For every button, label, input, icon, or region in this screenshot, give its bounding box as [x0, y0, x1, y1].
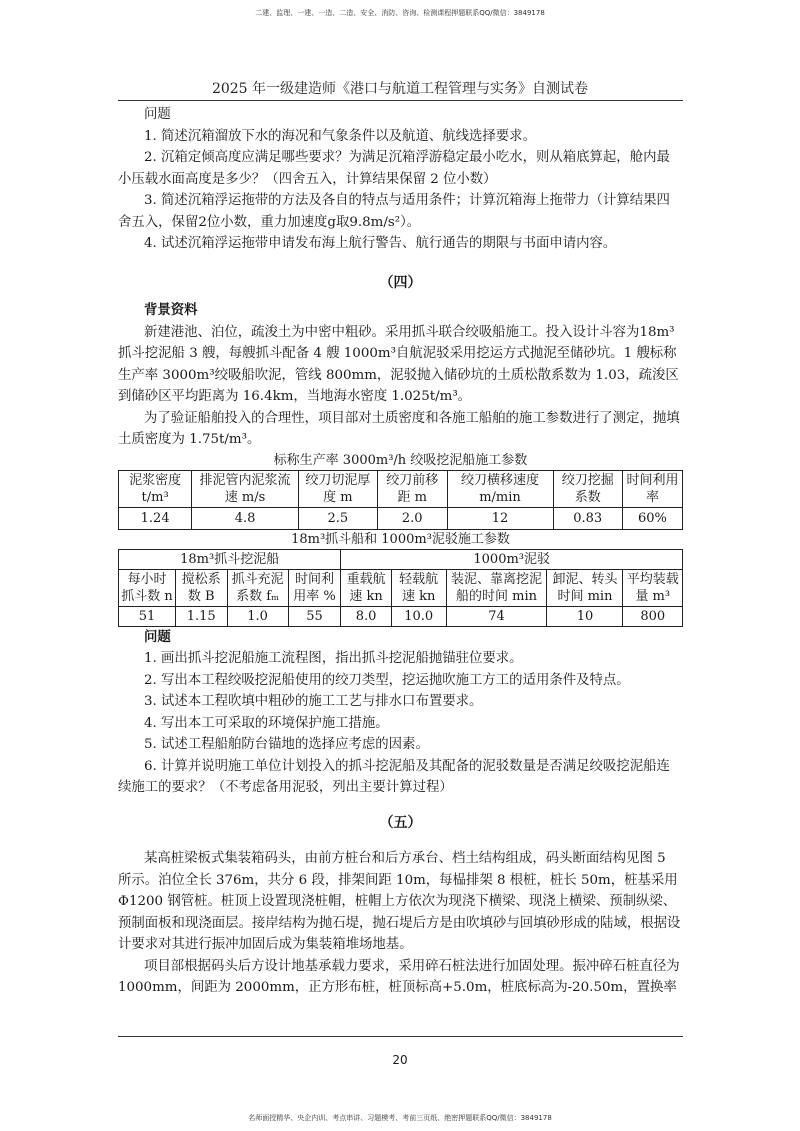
- page-number: 20: [392, 1053, 408, 1067]
- s4-question-1: 1. 画出抓斗挖泥船施工流程图，指出抓斗挖泥船抛锚驻位要求。: [144, 651, 523, 666]
- s5-paragraph-1: 某高桩梁板式集装箱码头，由前方桩台和后方承台、档土结构组成，码头断面结构见图 5 所示。泊位全长 376m，共分 6 段，排架间距 10m，每榀排架 8 根桩，桩长 50m，桩基采用 Φ1200 钢管桩。桩顶上设置现浇桩帽，桩帽上方依次为现浇下横梁、现浇上横梁、预制纵梁、预制面板和现浇面层。接岸结构为抛石堤，抛石堤后方是由吹填砂与回填砂形成的陆域，根据设计要求对其进行振冲加固后成为集装箱堆场地基。: [118, 851, 681, 952]
- table-cell: 55: [288, 606, 341, 626]
- s4-question-4: 4. 写出本工可采取的环境保护施工措施。: [144, 715, 389, 731]
- s4-question-2: 2. 写出本工程绞吸挖泥船使用的绞刀类型，挖运抛吹施工方工的适用条件及特点。: [144, 672, 630, 688]
- table-header-cell: 绞刀挖掘系数: [553, 470, 622, 507]
- table1-caption: 标称生产率 3000m³/h 绞吸挖泥船施工参数: [273, 452, 528, 468]
- table-header-cell: 卸泥、转头时间 min: [547, 569, 623, 606]
- grab-barge-params-table: [118, 549, 683, 627]
- table-header-cell: 平均装载量 m³: [623, 569, 683, 606]
- table-cell: 10.0: [391, 606, 446, 626]
- s3-question-1: 1. 简述沉箱溜放下水的海况和气象条件以及航道、航线选择要求。: [144, 128, 536, 144]
- cutter-suction-params-table: [118, 470, 683, 530]
- s4-question-heading: 问题: [144, 628, 171, 645]
- table-header-cell: 时间利用率: [622, 470, 682, 507]
- table-row: [119, 606, 683, 626]
- table-cell: 4.8: [192, 507, 299, 529]
- page-header-title: 2025 年一级建造师《港口与航道工程管理与实务》自测试卷: [211, 81, 589, 97]
- s4-question-3: 3. 试述本工程吹填中粗砂的施工工艺与排水口布置要求。: [144, 694, 483, 709]
- s4-question-5: 5. 试述工程船舶防台锚地的选择应考虑的因素。: [144, 737, 429, 752]
- s4-question-6: 6. 计算并说明施工单位计划投入的抓斗挖泥船及其配备的泥驳数量是否满足绞吸挖泥船连续施工的要求？（不考虑备用泥驳，列出主要计算过程）: [118, 758, 670, 795]
- table-cell: 60%: [622, 507, 682, 529]
- table-header-cell: 轻载航速 kn: [391, 569, 446, 606]
- table-header-cell: 搅松系数 B: [175, 569, 227, 606]
- table-cell: 10: [547, 606, 623, 626]
- table-cell: 1.15: [175, 606, 227, 626]
- table-cell: 800: [623, 606, 683, 626]
- s3-question-2: 2. 沉箱定倾高度应满足哪些要求？为满足沉箱浮游稳定最小吃水，则从箱底算起，舱内最小压载水面高度是多少？（四舍五入，计算结果保留 2 位小数）: [118, 150, 670, 187]
- table-group-header: 1000m³泥驳: [341, 549, 683, 569]
- table-header-cell: 抓斗充泥系数 fₘ: [227, 569, 288, 606]
- table-cell: 51: [119, 606, 176, 626]
- background-paragraph-2: 为了验证船舶投入的合理性，项目部对土质密度和各施工船舶的施工参数进行了测定，抛填土质密度为 1.75t/m³。: [118, 410, 680, 447]
- table-header-cell: 排泥管内泥浆流速 m/s: [192, 470, 299, 507]
- table-header-cell: 泥浆密度 t/m³: [119, 470, 192, 507]
- table2-caption: 18m³抓斗船和 1000m³泥驳施工参数: [291, 531, 510, 547]
- table-group-header: 18m³抓斗挖泥船: [119, 549, 341, 569]
- table-cell: 2.5: [298, 507, 377, 529]
- table-header-cell: 装泥、靠离挖泥船的时间 min: [446, 569, 547, 606]
- footer-divider: [118, 1036, 683, 1037]
- top-contact-note: 二建、监理、一建、一造、二造、安全、消防、咨询、检测课程押题联系QQ/微信：3849178: [255, 9, 545, 17]
- s3-question-4: 4. 试述沉箱浮运拖带申请发布海上航行警告、航行通告的期限与书面申请内容。: [144, 236, 617, 251]
- table-cell: 74: [446, 606, 547, 626]
- table-header-cell: 绞刀切泥厚度 m: [298, 470, 377, 507]
- section-5-title: （五）: [379, 814, 422, 831]
- table-header-cell: 绞刀横移速度 m/min: [447, 470, 553, 507]
- s3-question-heading: 问题: [144, 107, 171, 122]
- header-divider: [118, 100, 683, 101]
- table-cell: 12: [447, 507, 553, 529]
- table-header-cell: 重载航速 kn: [341, 569, 391, 606]
- table-cell: 8.0: [341, 606, 391, 626]
- table-header-cell: 时间利用率 %: [288, 569, 341, 606]
- table-row: [119, 549, 683, 569]
- footer-contact-note: 名师面授精华、央企内训、考点串讲、习题模考、考前三页纸、绝密押题联系QQ/微信：3849178: [248, 1114, 552, 1122]
- table-row: [119, 470, 683, 507]
- s3-question-3: 3. 简述沉箱浮运拖带的方法及各自的特点与适用条件；计算沉箱海上拖带力（计算结果四舍五入，保留2位小数，重力加速度g取9.8m/s²）。: [118, 193, 670, 230]
- page-content: [118, 104, 683, 999]
- table-cell: 1.0: [227, 606, 288, 626]
- table-cell: 2.0: [377, 507, 447, 529]
- s5-paragraph-2: 项目部根据码头后方设计地基承载力要求，采用碎石桩法进行加固处理。振冲碎石桩直径为 1000mm，间距为 2000mm，正方形布桩，桩顶标高+5.0m，桩底标高为-20.50m，置换率: [118, 958, 680, 995]
- table-row: [119, 507, 683, 529]
- table-cell: 0.83: [553, 507, 622, 529]
- table-header-cell: 每小时抓斗数 n: [119, 569, 176, 606]
- table-cell: 1.24: [119, 507, 192, 529]
- table-header-cell: 绞刀前移距 m: [377, 470, 447, 507]
- section-4-title: （四）: [379, 274, 422, 291]
- background-heading: 背景资料: [144, 302, 198, 318]
- table-row: [119, 569, 683, 606]
- background-paragraph-1: 新建港池、泊位，疏浚土为中密中粗砂。采用抓斗联合绞吸船施工。投入设计斗容为18m³抓斗挖泥船 3 艘，每艘抓斗配备 4 艘 1000m³自航泥驳采用挖运方式抛泥至储砂坑。1 艘标称生产率 3000m³绞吸船吹泥，管线 800mm，泥驳抛入储砂坑的土质松散系数为 1.03，疏浚区到储砂区平均距离为 16.4km，当地海水密度 1.025t/m³。: [118, 324, 679, 404]
